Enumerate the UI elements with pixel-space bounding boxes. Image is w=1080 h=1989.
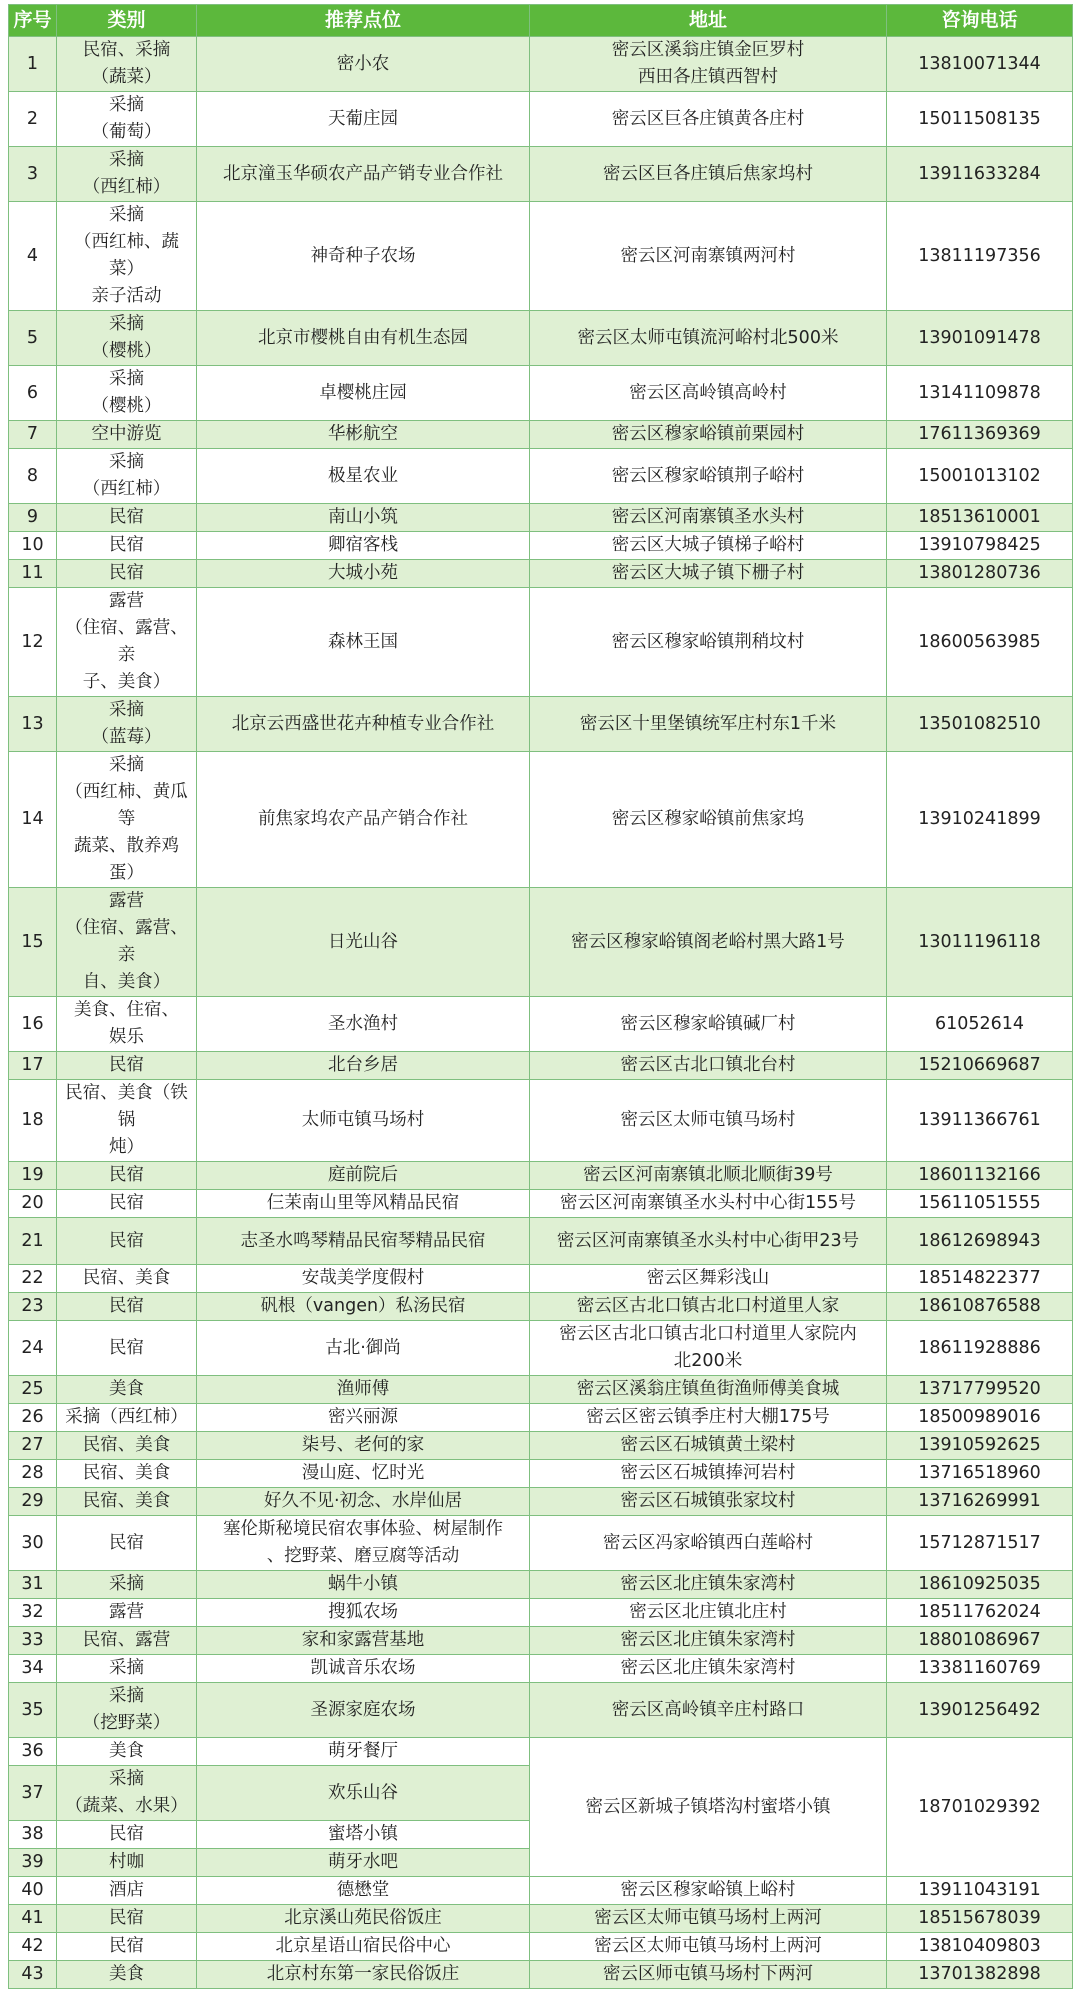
cell-address: 密云区高岭镇高岭村	[530, 366, 887, 421]
cell-phone: 18600563985	[887, 588, 1073, 697]
cell-address: 密云区石城镇捧河岩村	[530, 1460, 887, 1488]
table-row	[9, 504, 1073, 532]
cell-name: 仨茉南山里等风精品民宿	[197, 1190, 530, 1218]
cell-category: 采摘 （葡萄）	[57, 92, 197, 147]
cell-name: 北京村东第一家民俗饭庄	[197, 1961, 530, 1989]
cell-category: 采摘 （蔬菜、水果）	[57, 1766, 197, 1821]
cell-category: 民宿	[57, 560, 197, 588]
cell-name: 北京星语山宿民俗中心	[197, 1933, 530, 1961]
cell-category: 民宿	[57, 1321, 197, 1376]
cell-no: 21	[9, 1218, 57, 1265]
cell-category: 采摘	[57, 1655, 197, 1683]
cell-address: 密云区溪翁庄镇金叵罗村 西田各庄镇西智村	[530, 37, 887, 92]
cell-no: 33	[9, 1627, 57, 1655]
table-row	[9, 532, 1073, 560]
table-row	[9, 888, 1073, 997]
cell-category: 民宿	[57, 1821, 197, 1849]
cell-name: 蜗牛小镇	[197, 1571, 530, 1599]
cell-no: 1	[9, 37, 57, 92]
header-no: 序号	[9, 5, 57, 37]
cell-no: 19	[9, 1162, 57, 1190]
cell-category: 村咖	[57, 1849, 197, 1877]
cell-address: 密云区舞彩浅山	[530, 1265, 887, 1293]
cell-address: 密云区穆家峪镇荆稍坟村	[530, 588, 887, 697]
cell-no: 34	[9, 1655, 57, 1683]
cell-category: 美食、住宿、 娱乐	[57, 997, 197, 1052]
cell-category: 民宿	[57, 1190, 197, 1218]
cell-name: 天葡庄园	[197, 92, 530, 147]
cell-phone: 13911366761	[887, 1080, 1073, 1162]
cell-category: 民宿、采摘 （蔬菜）	[57, 37, 197, 92]
cell-name: 凯诚音乐农场	[197, 1655, 530, 1683]
cell-address: 密云区穆家峪镇前栗园村	[530, 421, 887, 449]
header-address: 地址	[530, 5, 887, 37]
table-row	[9, 1265, 1073, 1293]
table-row	[9, 92, 1073, 147]
table-row	[9, 1655, 1073, 1683]
table-row	[9, 202, 1073, 311]
cell-name: 蜜塔小镇	[197, 1821, 530, 1849]
table-row	[9, 1599, 1073, 1627]
cell-name: 古北·御尚	[197, 1321, 530, 1376]
cell-address: 密云区北庄镇朱家湾村	[530, 1655, 887, 1683]
header-phone: 咨询电话	[887, 5, 1073, 37]
cell-category: 民宿、露营	[57, 1627, 197, 1655]
cell-address: 密云区穆家峪镇碱厂村	[530, 997, 887, 1052]
table-row	[9, 697, 1073, 752]
cell-address: 密云区北庄镇朱家湾村	[530, 1627, 887, 1655]
cell-no: 11	[9, 560, 57, 588]
cell-phone: 17611369369	[887, 421, 1073, 449]
cell-no: 20	[9, 1190, 57, 1218]
cell-no: 13	[9, 697, 57, 752]
cell-address: 密云区溪翁庄镇鱼街渔师傅美食城	[530, 1376, 887, 1404]
table-row	[9, 752, 1073, 888]
cell-phone: 18513610001	[887, 504, 1073, 532]
cell-name: 圣水渔村	[197, 997, 530, 1052]
cell-address: 密云区穆家峪镇阁老峪村黑大路1号	[530, 888, 887, 997]
table-header-row	[9, 5, 1073, 37]
cell-category: 民宿	[57, 1052, 197, 1080]
cell-phone: 13717799520	[887, 1376, 1073, 1404]
table-row	[9, 1905, 1073, 1933]
table-row	[9, 1683, 1073, 1738]
cell-category: 民宿	[57, 532, 197, 560]
cell-address: 密云区穆家峪镇荆子峪村	[530, 449, 887, 504]
cell-category: 民宿	[57, 1218, 197, 1265]
cell-category: 民宿	[57, 1293, 197, 1321]
table-row	[9, 1738, 1073, 1766]
cell-category: 采摘 （西红柿）	[57, 449, 197, 504]
cell-name: 好久不见·初念、水岸仙居	[197, 1488, 530, 1516]
cell-phone: 18801086967	[887, 1627, 1073, 1655]
cell-name: 塞伦斯秘境民宿农事体验、树屋制作 、挖野菜、磨豆腐等活动	[197, 1516, 530, 1571]
table-row	[9, 560, 1073, 588]
cell-name: 前焦家坞农产品产销合作社	[197, 752, 530, 888]
cell-category: 民宿	[57, 504, 197, 532]
cell-address: 密云区石城镇黄土梁村	[530, 1432, 887, 1460]
cell-phone: 13716518960	[887, 1460, 1073, 1488]
cell-phone: 18610925035	[887, 1571, 1073, 1599]
cell-category: 美食	[57, 1738, 197, 1766]
cell-phone: 15210669687	[887, 1052, 1073, 1080]
cell-no: 43	[9, 1961, 57, 1989]
table-row	[9, 1432, 1073, 1460]
cell-name: 北京溪山苑民俗饭庄	[197, 1905, 530, 1933]
cell-address: 密云区穆家峪镇前焦家坞	[530, 752, 887, 888]
cell-category: 民宿、美食	[57, 1460, 197, 1488]
table-row	[9, 1460, 1073, 1488]
cell-phone: 13910798425	[887, 532, 1073, 560]
cell-phone: 13901091478	[887, 311, 1073, 366]
cell-category: 民宿	[57, 1905, 197, 1933]
cell-category: 民宿	[57, 1516, 197, 1571]
cell-phone: 13701382898	[887, 1961, 1073, 1989]
cell-category: 民宿	[57, 1162, 197, 1190]
cell-no: 12	[9, 588, 57, 697]
cell-no: 35	[9, 1683, 57, 1738]
table-row	[9, 1488, 1073, 1516]
cell-phone: 13716269991	[887, 1488, 1073, 1516]
cell-address: 密云区古北口镇古北口村道里人家	[530, 1293, 887, 1321]
table-row	[9, 1190, 1073, 1218]
table-body	[9, 37, 1073, 1989]
cell-address: 密云区巨各庄镇黄各庄村	[530, 92, 887, 147]
cell-address: 密云区太师屯镇流河峪村北500米	[530, 311, 887, 366]
cell-name: 密小农	[197, 37, 530, 92]
header-name: 推荐点位	[197, 5, 530, 37]
cell-category: 采摘 （西红柿）	[57, 147, 197, 202]
cell-no: 26	[9, 1404, 57, 1432]
cell-no: 25	[9, 1376, 57, 1404]
table-row	[9, 366, 1073, 421]
table-row	[9, 1877, 1073, 1905]
cell-category: 民宿、美食	[57, 1265, 197, 1293]
cell-no: 7	[9, 421, 57, 449]
cell-no: 15	[9, 888, 57, 997]
cell-no: 16	[9, 997, 57, 1052]
cell-category: 采摘	[57, 1571, 197, 1599]
cell-no: 2	[9, 92, 57, 147]
cell-no: 27	[9, 1432, 57, 1460]
cell-no: 31	[9, 1571, 57, 1599]
cell-address: 密云区北庄镇北庄村	[530, 1599, 887, 1627]
cell-no: 37	[9, 1766, 57, 1821]
cell-phone: 13811197356	[887, 202, 1073, 311]
table-row	[9, 997, 1073, 1052]
cell-phone: 18611928886	[887, 1321, 1073, 1376]
cell-address: 密云区古北口镇北台村	[530, 1052, 887, 1080]
cell-name: 极星农业	[197, 449, 530, 504]
cell-no: 10	[9, 532, 57, 560]
cell-no: 8	[9, 449, 57, 504]
cell-category: 民宿、美食	[57, 1488, 197, 1516]
cell-no: 24	[9, 1321, 57, 1376]
cell-phone: 13011196118	[887, 888, 1073, 997]
table-row	[9, 1321, 1073, 1376]
cell-no: 36	[9, 1738, 57, 1766]
cell-phone: 13910592625	[887, 1432, 1073, 1460]
cell-name: 家和家露营基地	[197, 1627, 530, 1655]
cell-name: 安哉美学度假村	[197, 1265, 530, 1293]
cell-category: 民宿、美食（铁锅 炖）	[57, 1080, 197, 1162]
cell-name: 北京云西盛世花卉种植专业合作社	[197, 697, 530, 752]
table-row	[9, 1162, 1073, 1190]
cell-no: 40	[9, 1877, 57, 1905]
cell-address: 密云区河南寨镇两河村	[530, 202, 887, 311]
cell-name: 神奇种子农场	[197, 202, 530, 311]
cell-phone: 15611051555	[887, 1190, 1073, 1218]
table-row	[9, 1404, 1073, 1432]
cell-name: 德懋堂	[197, 1877, 530, 1905]
cell-address-merged: 密云区新城子镇塔沟村蜜塔小镇	[530, 1738, 887, 1877]
cell-category: 美食	[57, 1376, 197, 1404]
cell-category: 露营 （住宿、露营、亲 子、美食）	[57, 588, 197, 697]
cell-address: 密云区太师屯镇马场村上两河	[530, 1905, 887, 1933]
cell-no: 4	[9, 202, 57, 311]
cell-name: 北台乡居	[197, 1052, 530, 1080]
cell-phone: 18601132166	[887, 1162, 1073, 1190]
recommendation-table	[8, 4, 1073, 1989]
cell-address: 密云区高岭镇辛庄村路口	[530, 1683, 887, 1738]
table-row	[9, 421, 1073, 449]
cell-no: 14	[9, 752, 57, 888]
header-category: 类别	[57, 5, 197, 37]
cell-no: 6	[9, 366, 57, 421]
cell-phone: 13501082510	[887, 697, 1073, 752]
table-row	[9, 449, 1073, 504]
cell-address: 密云区穆家峪镇上峪村	[530, 1877, 887, 1905]
cell-name: 欢乐山谷	[197, 1766, 530, 1821]
cell-address: 密云区大城子镇下栅子村	[530, 560, 887, 588]
cell-name: 北京市樱桃自由有机生态园	[197, 311, 530, 366]
cell-phone: 13810071344	[887, 37, 1073, 92]
cell-address: 密云区太师屯镇马场村	[530, 1080, 887, 1162]
cell-category: 采摘 （西红柿、黄瓜等 蔬菜、散养鸡蛋）	[57, 752, 197, 888]
cell-phone: 18515678039	[887, 1905, 1073, 1933]
cell-phone: 15001013102	[887, 449, 1073, 504]
cell-address: 密云区密云镇季庄村大棚175号	[530, 1404, 887, 1432]
cell-name: 矾根（vangen）私汤民宿	[197, 1293, 530, 1321]
cell-address: 密云区十里堡镇统军庄村东1千米	[530, 697, 887, 752]
cell-no: 38	[9, 1821, 57, 1849]
cell-phone: 15011508135	[887, 92, 1073, 147]
cell-name: 南山小筑	[197, 504, 530, 532]
cell-name: 森林王国	[197, 588, 530, 697]
cell-name: 庭前院后	[197, 1162, 530, 1190]
cell-no: 3	[9, 147, 57, 202]
table-row	[9, 1933, 1073, 1961]
cell-address: 密云区师屯镇马场村下两河	[530, 1961, 887, 1989]
cell-name: 卓樱桃庄园	[197, 366, 530, 421]
cell-category: 民宿、美食	[57, 1432, 197, 1460]
cell-name: 萌牙水吧	[197, 1849, 530, 1877]
cell-phone-merged: 18701029392	[887, 1738, 1073, 1877]
cell-name: 华彬航空	[197, 421, 530, 449]
cell-no: 18	[9, 1080, 57, 1162]
cell-no: 32	[9, 1599, 57, 1627]
cell-address: 密云区河南寨镇北顺北顺街39号	[530, 1162, 887, 1190]
cell-phone: 18612698943	[887, 1218, 1073, 1265]
cell-name: 渔师傅	[197, 1376, 530, 1404]
cell-no: 23	[9, 1293, 57, 1321]
cell-phone: 61052614	[887, 997, 1073, 1052]
cell-name: 日光山谷	[197, 888, 530, 997]
cell-name: 密兴丽源	[197, 1404, 530, 1432]
cell-no: 9	[9, 504, 57, 532]
cell-name: 卿宿客栈	[197, 532, 530, 560]
cell-address: 密云区巨各庄镇后焦家坞村	[530, 147, 887, 202]
cell-phone: 13381160769	[887, 1655, 1073, 1683]
cell-address: 密云区河南寨镇圣水头村中心街155号	[530, 1190, 887, 1218]
table-row	[9, 311, 1073, 366]
cell-name: 圣源家庭农场	[197, 1683, 530, 1738]
cell-no: 17	[9, 1052, 57, 1080]
cell-phone: 13910241899	[887, 752, 1073, 888]
cell-category: 酒店	[57, 1877, 197, 1905]
cell-category: 露营 （住宿、露营、亲 自、美食）	[57, 888, 197, 997]
cell-phone: 13901256492	[887, 1683, 1073, 1738]
cell-no: 39	[9, 1849, 57, 1877]
cell-no: 41	[9, 1905, 57, 1933]
table-row	[9, 1218, 1073, 1265]
table-row	[9, 147, 1073, 202]
cell-no: 42	[9, 1933, 57, 1961]
cell-address: 密云区河南寨镇圣水头村	[530, 504, 887, 532]
table-row	[9, 1293, 1073, 1321]
cell-name: 萌牙餐厅	[197, 1738, 530, 1766]
cell-category: 采摘 （西红柿、蔬菜） 亲子活动	[57, 202, 197, 311]
cell-category: 采摘 （樱桃）	[57, 366, 197, 421]
cell-name: 北京潼玉华硕农产品产销专业合作社	[197, 147, 530, 202]
cell-phone: 13801280736	[887, 560, 1073, 588]
cell-address: 密云区冯家峪镇西白莲峪村	[530, 1516, 887, 1571]
cell-no: 28	[9, 1460, 57, 1488]
table-row	[9, 1961, 1073, 1989]
cell-phone: 15712871517	[887, 1516, 1073, 1571]
table-row	[9, 588, 1073, 697]
cell-phone: 13911043191	[887, 1877, 1073, 1905]
cell-name: 柒号、老何的家	[197, 1432, 530, 1460]
table-row	[9, 1571, 1073, 1599]
cell-category: 空中游览	[57, 421, 197, 449]
cell-phone: 13911633284	[887, 147, 1073, 202]
cell-address: 密云区太师屯镇马场村上两河	[530, 1933, 887, 1961]
table-row	[9, 1376, 1073, 1404]
cell-name: 太师屯镇马场村	[197, 1080, 530, 1162]
table-row	[9, 1627, 1073, 1655]
cell-address: 密云区石城镇张家坟村	[530, 1488, 887, 1516]
recommendation-table-container	[8, 4, 1072, 1989]
cell-address: 密云区古北口镇古北口村道里人家院内 北200米	[530, 1321, 887, 1376]
cell-name: 搜狐农场	[197, 1599, 530, 1627]
cell-category: 美食	[57, 1961, 197, 1989]
cell-no: 29	[9, 1488, 57, 1516]
cell-category: 采摘 （樱桃）	[57, 311, 197, 366]
cell-address: 密云区北庄镇朱家湾村	[530, 1571, 887, 1599]
cell-category: 民宿	[57, 1933, 197, 1961]
cell-category: 采摘（西红柿）	[57, 1404, 197, 1432]
cell-address: 密云区大城子镇梯子峪村	[530, 532, 887, 560]
cell-name: 大城小苑	[197, 560, 530, 588]
table-row	[9, 1516, 1073, 1571]
cell-category: 采摘 （蓝莓）	[57, 697, 197, 752]
cell-phone: 13810409803	[887, 1933, 1073, 1961]
cell-phone: 13141109878	[887, 366, 1073, 421]
cell-no: 5	[9, 311, 57, 366]
cell-phone: 18511762024	[887, 1599, 1073, 1627]
table-row	[9, 37, 1073, 92]
cell-no: 22	[9, 1265, 57, 1293]
cell-category: 露营	[57, 1599, 197, 1627]
cell-phone: 18500989016	[887, 1404, 1073, 1432]
cell-address: 密云区河南寨镇圣水头村中心街甲23号	[530, 1218, 887, 1265]
cell-phone: 18610876588	[887, 1293, 1073, 1321]
cell-phone: 18514822377	[887, 1265, 1073, 1293]
cell-category: 采摘 （挖野菜）	[57, 1683, 197, 1738]
table-row	[9, 1080, 1073, 1162]
cell-no: 30	[9, 1516, 57, 1571]
cell-name: 漫山庭、忆时光	[197, 1460, 530, 1488]
cell-name: 志圣水鸣琴精品民宿琴精品民宿	[197, 1218, 530, 1265]
table-row	[9, 1052, 1073, 1080]
